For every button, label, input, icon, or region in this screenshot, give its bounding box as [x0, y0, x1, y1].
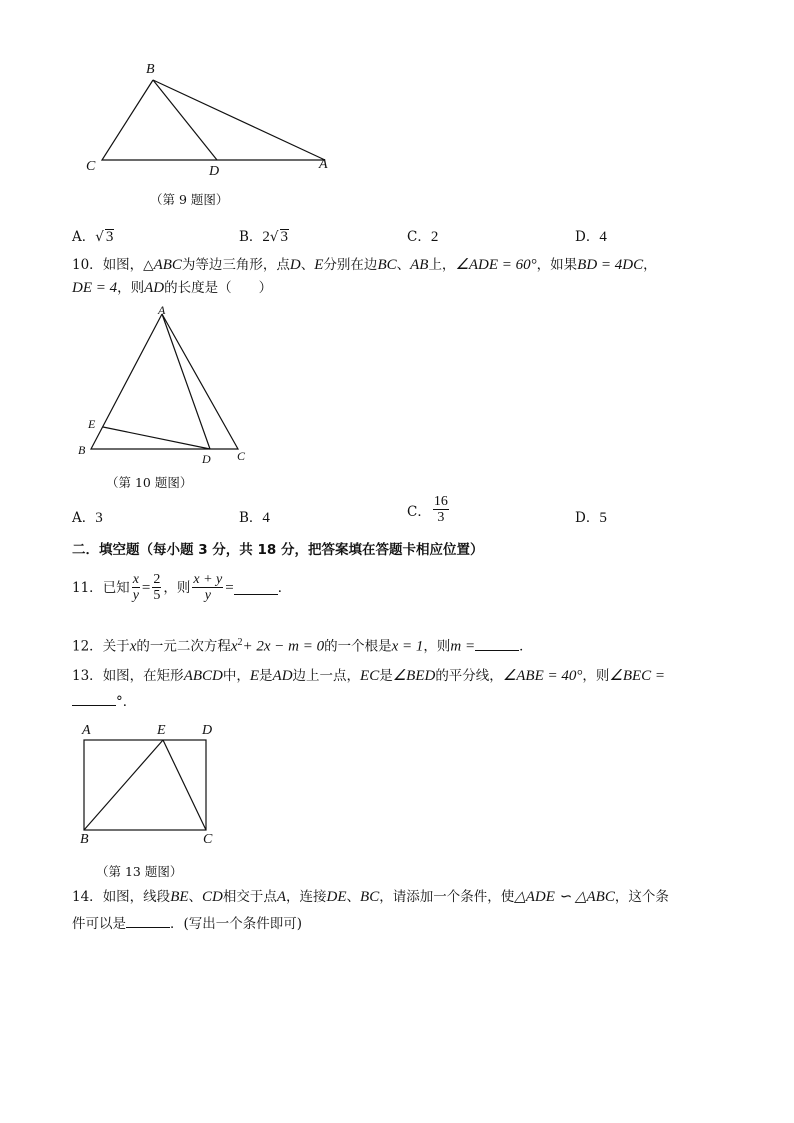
fig13-label-d: D [202, 723, 213, 738]
figure-13 [80, 730, 220, 840]
q14-line-1: 14．如图，线段BE、CD相交于点A，连接DE、BC，请添加一个条件，使△ADE ∽ △ABC，这个条 [72, 889, 669, 905]
q14-answer-blank[interactable] [126, 913, 170, 928]
fig13-label-e: E [157, 723, 166, 738]
q10-line-1: 10．如图，△ABC为等边三角形，点D、E分别在边BC、AB上，∠ADE = 60°，如果BD = 4DC， [72, 257, 657, 273]
q11-line: 11． 已知 $\frac{x}{y}$ = $\frac{2}{5}$ ，则 $\frac{x + y}{y}$ = ． [72, 572, 292, 603]
q9-option-d: D．4 [575, 229, 607, 245]
fig13-label-a: A [82, 723, 91, 738]
fig9-label-d: D [209, 164, 220, 179]
q9-option-b: B．2√ 3 [239, 229, 289, 245]
fig10-label-c: C [237, 449, 246, 463]
q13-answer-blank[interactable] [72, 691, 116, 706]
fig9-label-c: C [86, 159, 96, 174]
q12-line: 12．关于x的一元二次方程$x^2+ 2x - m = 0$的一个根是x = 1，则m = ． [72, 637, 533, 655]
fig10-caption: （第 10 题图） [106, 475, 193, 490]
fig13-label-b: B [80, 832, 89, 847]
q12-answer-blank[interactable] [475, 636, 519, 651]
fig10-label-e: E [88, 417, 96, 431]
q11-answer-blank[interactable] [234, 580, 278, 595]
fig9-label-a: A [319, 157, 328, 172]
q10-option-c: C． $\frac{16}{3}$ [407, 494, 448, 525]
triangle-abc-9 [102, 80, 325, 160]
segment-ad-10 [162, 314, 210, 449]
q9-option-a: A．√ 3 [72, 229, 114, 245]
q13-line-1: 13．如图，在矩形ABCD中，E是AD边上一点，EC是∠BED的平分线，∠ABE = 40°，则∠BEC = [72, 668, 666, 684]
segment-be-13 [84, 740, 163, 830]
fig13-caption: （第 13 题图） [96, 864, 183, 879]
q9-option-c: C．2 [407, 229, 439, 245]
figure-10 [80, 300, 260, 460]
q10-option-d: D．5 [575, 510, 607, 526]
segment-bd-9 [153, 80, 217, 160]
segment-ec-13 [163, 740, 206, 830]
fig9-caption: （第 9 题图） [150, 192, 229, 207]
q14-line-2: 件可以是 ．(写出一个条件即可) [72, 913, 302, 934]
figure-9 [80, 60, 350, 180]
q10-line-2: DE = 4，则AD的长度是（ ） [72, 280, 273, 296]
fig10-label-a: A [158, 303, 166, 317]
fig9-label-b: B [146, 62, 155, 77]
fig10-label-b: B [78, 443, 86, 457]
q10-option-b: B．4 [239, 510, 270, 526]
segment-ed-10 [103, 427, 210, 449]
section-2-title: 二．填空题（每小题 3 分，共 18 分，把答案填在答题卡相应位置） [72, 542, 484, 558]
fig13-label-c: C [203, 832, 213, 847]
fig10-label-d: D [202, 452, 211, 466]
q13-line-2: °． [72, 691, 136, 712]
q10-option-a: A．3 [72, 510, 103, 526]
rectangle-abcd-13 [84, 740, 206, 830]
